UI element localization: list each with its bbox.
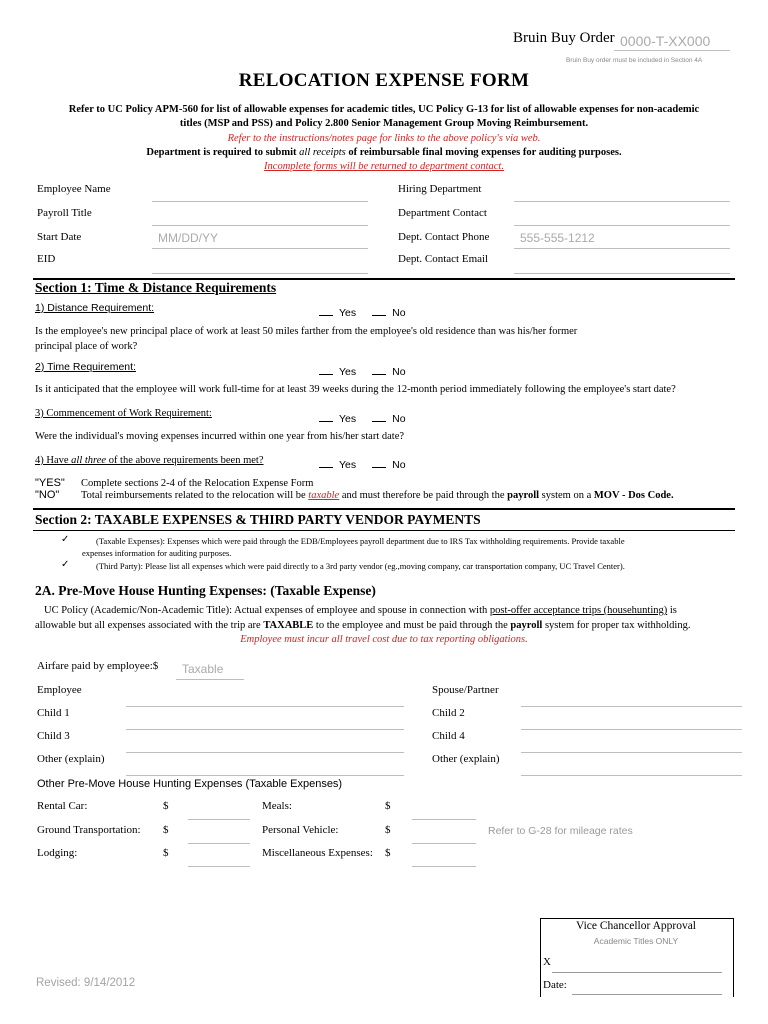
meals-label: Meals: bbox=[262, 800, 292, 812]
dept-contact-phone-field[interactable]: 555-555-1212 bbox=[514, 231, 730, 249]
form-title: RELOCATION EXPENSE FORM bbox=[238, 70, 530, 91]
airfare-field[interactable]: Taxable bbox=[176, 662, 244, 680]
child-3-label: Child 3 bbox=[37, 730, 70, 742]
q2-no-blank[interactable] bbox=[372, 364, 386, 375]
department-contact-field[interactable] bbox=[514, 208, 730, 226]
eid-field[interactable] bbox=[152, 256, 368, 274]
section-2a-policy-line-1: UC Policy (Academic/Non-Academic Title): Actual expenses of employee and spouse in connection with post-offer acceptance trips (househunting) is bbox=[44, 605, 677, 616]
lodging-dollar: $ bbox=[163, 847, 169, 859]
other-expenses-title: Other Pre-Move House Hunting Expenses (Taxable Expenses) bbox=[37, 778, 343, 790]
q4-yes-no: Yes No bbox=[319, 457, 406, 471]
travel-cost-note: Employee must incur all travel cost due to tax reporting obligations. bbox=[240, 634, 528, 645]
q3-yes-blank[interactable] bbox=[319, 411, 333, 422]
no-instruction: Total reimbursements related to the relocation will be taxable and must therefore be paid through the payroll system on a MOV - Dos Code. bbox=[81, 490, 674, 501]
q2-yes-no: Yes No bbox=[319, 364, 406, 378]
ground-transportation-dollar: $ bbox=[163, 824, 169, 836]
refer-instructions: Refer to the instructions/notes page for links to the above policy's via web. bbox=[227, 133, 541, 144]
policy-line-1: Refer to UC Policy APM-560 for list of allowable expenses for academic titles, UC Policy G-13 for list of allowable expenses for non-academic bbox=[68, 104, 700, 115]
taxable-expenses-bullet-b: expenses information for auditing purposes. bbox=[82, 548, 232, 558]
q3-yes-no: Yes No bbox=[319, 411, 406, 425]
q1-no-blank[interactable] bbox=[372, 305, 386, 316]
personal-vehicle-field[interactable] bbox=[412, 826, 476, 844]
child-4-field[interactable] bbox=[521, 713, 742, 730]
q3-label: 3) Commencement of Work Requirement: bbox=[35, 408, 212, 419]
approval-title: Vice Chancellor Approval bbox=[575, 920, 697, 932]
ground-transportation-field[interactable] bbox=[188, 826, 250, 844]
approval-subtitle: Academic Titles ONLY bbox=[593, 936, 679, 946]
approval-date-label: Date: bbox=[543, 979, 567, 991]
other-explain-field-1[interactable] bbox=[126, 736, 404, 753]
dept-contact-email-field[interactable] bbox=[514, 256, 730, 274]
approval-date-line[interactable] bbox=[572, 994, 722, 995]
incomplete-forms-note: Incomplete forms will be returned to department contact. bbox=[264, 161, 504, 172]
section-2-title: Section 2: TAXABLE EXPENSES & THIRD PARTY VENDOR PAYMENTS bbox=[35, 512, 481, 527]
section-1-title: Section 1: Time & Distance Requirements bbox=[35, 280, 277, 295]
hiring-department-field[interactable] bbox=[514, 184, 730, 202]
start-date-field[interactable]: MM/DD/YY bbox=[152, 231, 368, 249]
mileage-note: Refer to G-28 for mileage rates bbox=[488, 825, 633, 837]
child-4-label: Child 4 bbox=[432, 730, 465, 742]
rental-car-label: Rental Car: bbox=[37, 800, 88, 812]
bruin-buy-label: Bruin Buy Order bbox=[513, 30, 615, 46]
section-2-rule bbox=[33, 508, 735, 510]
personal-vehicle-dollar: $ bbox=[385, 824, 391, 836]
q4-yes-blank[interactable] bbox=[319, 457, 333, 468]
employee-name-label: Employee Name bbox=[37, 183, 111, 195]
check-icon: ✓ bbox=[61, 534, 70, 545]
lodging-field[interactable] bbox=[188, 849, 250, 867]
dept-contact-email-label: Dept. Contact Email bbox=[398, 253, 489, 265]
employee-name-field[interactable] bbox=[152, 184, 368, 202]
miscellaneous-dollar: $ bbox=[385, 847, 391, 859]
dept-contact-phone-label: Dept. Contact Phone bbox=[398, 231, 490, 243]
payroll-title-label: Payroll Title bbox=[37, 207, 92, 219]
bruin-buy-order-field[interactable]: 0000-T-XX000 bbox=[614, 33, 730, 51]
q3-text: Were the individual's moving expenses incurred within one year from his/her start date? bbox=[35, 431, 405, 442]
eid-label: EID bbox=[37, 253, 56, 265]
revised-date: Revised: 9/14/2012 bbox=[36, 977, 136, 989]
other-explain-field-4[interactable] bbox=[521, 759, 742, 776]
personal-vehicle-label: Personal Vehicle: bbox=[262, 824, 339, 836]
child-1-label: Child 1 bbox=[37, 707, 70, 719]
miscellaneous-field[interactable] bbox=[412, 849, 476, 867]
taxable-expenses-bullet-a: (Taxable Expenses): Expenses which were paid through the EDB/Employees payroll department due to IRS Tax withholding requirements. Provide taxable bbox=[96, 536, 625, 546]
q1-yes-blank[interactable] bbox=[319, 305, 333, 316]
yes-instruction: Complete sections 2-4 of the Relocation Expense Form bbox=[81, 478, 314, 489]
child-2-field[interactable] bbox=[521, 690, 742, 707]
airfare-label: Airfare paid by employee:$ bbox=[37, 660, 159, 672]
q4-no-blank[interactable] bbox=[372, 457, 386, 468]
q4-label: 4) Have all three of the above requirements been met? bbox=[35, 455, 264, 466]
child-1-field[interactable] bbox=[126, 690, 404, 707]
other-explain-label-1: Other (explain) bbox=[37, 753, 105, 765]
section-2a-title: 2A. Pre-Move House Hunting Expenses: (Taxable Expense) bbox=[35, 583, 376, 598]
child-2-label: Child 2 bbox=[432, 707, 465, 719]
other-explain-field-3[interactable] bbox=[126, 759, 404, 776]
q2-yes-blank[interactable] bbox=[319, 364, 333, 375]
rental-car-field[interactable] bbox=[188, 802, 250, 820]
lodging-label: Lodging: bbox=[37, 847, 78, 859]
other-explain-field-2[interactable] bbox=[521, 736, 742, 753]
ground-transportation-label: Ground Transportation: bbox=[37, 824, 141, 836]
rental-car-dollar: $ bbox=[163, 800, 169, 812]
signature-line[interactable] bbox=[552, 972, 722, 973]
bruin-buy-note: Bruin Buy order must be included in Section 4A bbox=[566, 57, 703, 64]
hiring-department-label: Hiring Department bbox=[398, 183, 482, 195]
q2-label: 2) Time Requirement: bbox=[35, 361, 136, 373]
section-2-underline bbox=[33, 530, 735, 531]
meals-field[interactable] bbox=[412, 802, 476, 820]
spouse-label: Spouse/Partner bbox=[432, 684, 499, 696]
payroll-title-field[interactable] bbox=[152, 208, 368, 226]
third-party-bullet: (Third Party): Please list all expenses which were paid directly to a 3rd party vendor (eg.,moving company, car transportation company, UC Travel Center). bbox=[96, 561, 625, 571]
no-key: "NO" bbox=[35, 489, 60, 501]
q1-text-a: Is the employee's new principal place of work at least 50 miles farther from the employee's old residence than was his/her former bbox=[35, 326, 578, 337]
policy-line-2: titles (MSP and PSS) and Policy 2.800 Senior Management Group Moving Reimbursement. bbox=[179, 118, 589, 129]
q1-label: 1) Distance Requirement: bbox=[35, 302, 155, 314]
meals-dollar: $ bbox=[385, 800, 391, 812]
q3-no-blank[interactable] bbox=[372, 411, 386, 422]
q1-text-b: principal place of work? bbox=[35, 341, 138, 352]
start-date-label: Start Date bbox=[37, 231, 82, 243]
q1-yes-no: Yes No bbox=[319, 305, 406, 319]
yes-key: "YES" bbox=[35, 477, 65, 489]
miscellaneous-label: Miscellaneous Expenses: bbox=[262, 847, 373, 859]
q2-text: Is it anticipated that the employee will work full-time for at least 39 weeks during the 12-month period immediately following the employee's start date? bbox=[35, 384, 676, 395]
signature-x: X bbox=[543, 956, 551, 968]
employee-label: Employee bbox=[37, 684, 82, 696]
other-explain-label-2: Other (explain) bbox=[432, 753, 500, 765]
child-3-field[interactable] bbox=[126, 713, 404, 730]
department-required: Department is required to submit all receipts of reimbursable final moving expenses for auditing purposes. bbox=[146, 147, 622, 158]
check-icon: ✓ bbox=[61, 559, 70, 570]
department-contact-label: Department Contact bbox=[398, 207, 487, 219]
section-2a-policy-line-2: allowable but all expenses associated with the trip are TAXABLE to the employee and must be paid through the payroll system for proper tax withholding. bbox=[35, 620, 691, 631]
